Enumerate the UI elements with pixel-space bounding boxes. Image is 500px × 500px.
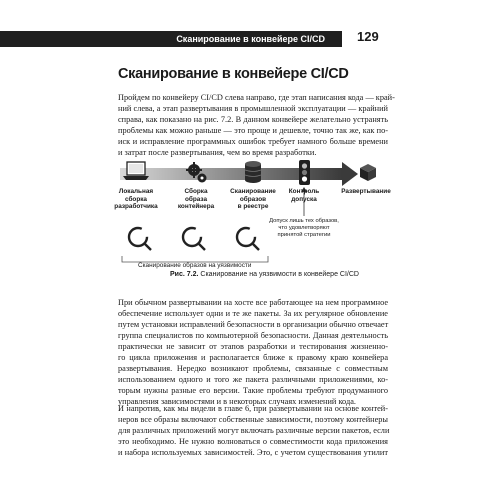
stage-label-line: Локальная: [118, 188, 154, 195]
paragraph-container-deployment: [118, 403, 388, 458]
admission-note: [266, 218, 342, 239]
text-line: иск и исправление программных ошибок требует намного больше времени: [118, 137, 388, 146]
paragraph-intro: [118, 92, 395, 158]
text-line: группа специалистов по компьютерной безопасности. Данная деятельность: [118, 331, 388, 340]
stage-label-line: в реестре: [237, 203, 269, 210]
stage-label-line: Сканирование: [230, 188, 276, 195]
scan-cycle-3: [237, 228, 259, 250]
stage-label-line: сборка: [125, 195, 147, 203]
note-line: что удовлетворяют: [278, 225, 330, 231]
text-line: торым нужны разные его версии. Такие проблемы требуют продуманного: [118, 386, 388, 395]
pipeline-arrow: [120, 162, 358, 186]
stage-label-line: допуска: [291, 195, 317, 203]
scan-cycle-1: [129, 228, 151, 250]
running-header-title: Сканирование в конвейере CI/CD: [176, 34, 325, 44]
section-title: Сканирование в конвейере CI/CD: [118, 66, 349, 82]
deploy-cube-icon: [360, 164, 376, 181]
database-icon: [245, 161, 261, 183]
stage-label-line: контейнера: [177, 203, 215, 210]
scan-label: Сканирование образов на уязвимости: [138, 262, 252, 269]
scan-cycle-2: [183, 228, 205, 250]
text-line: го цикла приложения и располагается ближе к правому краю конвейера: [118, 353, 388, 362]
page-number: 129: [357, 29, 379, 44]
text-line: для различных приложений могут включать различные версии пакетов, если: [118, 426, 390, 435]
text-line: использованием одного и того же пакета различными приложениями, ко-: [118, 375, 388, 384]
pipeline-diagram: [118, 158, 388, 270]
text-line: путем установки исправлений безопасности в организации обычно отвечает: [118, 320, 389, 329]
text-line: и набора используемых зависимостей. Это, с учетом существования утилит: [118, 448, 388, 457]
text-line: неров все образы включают собственные зависимости, поэтому контейнеры: [118, 415, 388, 424]
note-line: Допуск лишь тех образов,: [269, 218, 339, 224]
stage-label-local-build: [108, 188, 164, 211]
note-line: принятой стратегии: [277, 232, 331, 238]
figure-cicd-pipeline: [114, 158, 391, 288]
stage-label-registry-scan: [225, 188, 281, 211]
stage-label-line: Сборка: [184, 188, 208, 195]
text-line: ний слева, а этап развертывания в промышленной эксплуатации — крайний: [118, 104, 388, 113]
text-line: развертывания. Нередко возникают проблемы, связанные с совместным: [118, 364, 388, 373]
caption-prefix: Рис. 7.2.: [170, 271, 199, 278]
text-line: практически не зависит от этапов разработки и тестирования жизненно-: [118, 342, 388, 351]
paragraph-host-deployment: [118, 297, 388, 407]
stage-label-line: Контроль: [288, 188, 320, 195]
stage-label-image-build: [168, 188, 224, 211]
stage-label-line: образа: [184, 195, 208, 203]
text-line: справа, как показано на рис. 7.2. В данном конвейере желательно устранять: [118, 115, 388, 124]
text-line: обеспечение использует одни и те же пакеты. За их регулярное обновление: [118, 309, 388, 318]
caption-text: Сканирование на уязвимости в конвейере CI/CD: [200, 271, 359, 278]
text-line: При обычном развертывании на хосте все работающее на нем программное: [118, 298, 388, 307]
figure-caption: [170, 271, 359, 278]
text-line: управления зависимостями и в некоторых случаях изменений кода.: [118, 397, 356, 406]
stage-label-line: Развертывание: [341, 188, 391, 195]
traffic-light-icon: [299, 160, 310, 185]
stage-label-line: разработчика: [114, 203, 158, 210]
text-line: Пройдем по конвейеру CI/CD слева направо, где этап написания кода — край-: [118, 93, 395, 102]
stage-label-line: образов: [239, 195, 267, 203]
text-line: И напротив, как мы видели в главе 6, при развертывании на основе контей-: [118, 404, 388, 413]
text-line: проблемы как можно раньше — это проще и дешевле, точно так же, как по-: [118, 126, 388, 135]
stage-label-admission-control: [276, 188, 332, 203]
stage-label-deployment: [338, 188, 394, 196]
laptop-icon: [123, 162, 149, 180]
text-line: это необходимо. Не нужно волноваться о совместимости кода приложения: [118, 437, 388, 446]
text-line: и затрат после развертывания, чем во время разработки.: [118, 148, 317, 157]
